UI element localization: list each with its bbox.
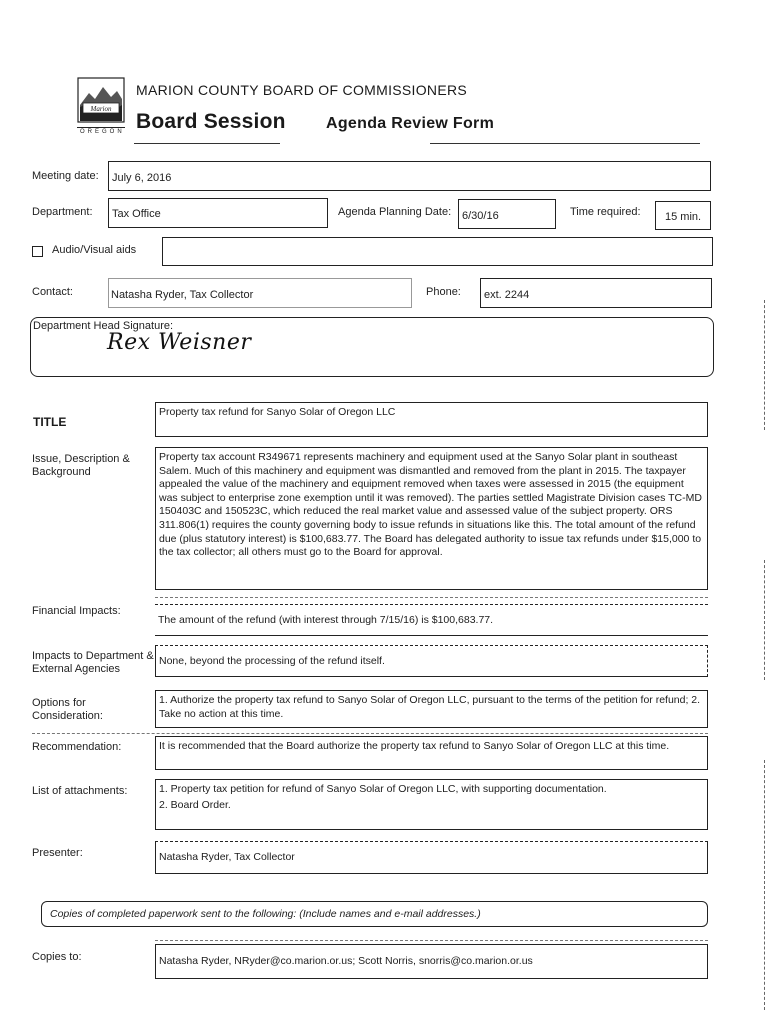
options-value: 1. Authorize the property tax refund to Sanyo Solar of Oregon LLC, pursuant to the terms of the petition for refund; 2. Take no action at this time. [159, 694, 701, 720]
signature-label: Department Head Signature: [33, 320, 174, 332]
meeting-date-label: Meeting date: [32, 170, 99, 182]
attachment-item-2: 2. Board Order. [159, 798, 231, 811]
issue-field[interactable] [155, 447, 708, 590]
contact-label: Contact: [32, 286, 73, 298]
agenda-review-title: Agenda Review Form [326, 115, 495, 132]
recommendation-label: Recommendation: [32, 741, 122, 753]
header-rule-left [134, 143, 280, 144]
copies-note-box [41, 901, 708, 927]
attachments-field[interactable] [155, 779, 708, 830]
issue-label: Issue, Description & Background [32, 453, 130, 478]
header-rule-right [430, 143, 700, 144]
options-label: Options for Consideration: [32, 697, 103, 722]
issue-value: Property tax account R349671 represents machinery and equipment used at the Sanyo Solar plant in southeast Salem. Much of this machinery and equipment was dismantled and removed from the plant in 2015. The taxpayer appealed the value of the machinery and equipment removed when taxes were assessed in 2015 (the equipment was subject to enterprise zone exemption until it was removed). The parties settled Magistrate Division cases TC-MD 150403C and 150523C, which reduced the real market value and assessed value of the subject property. ORS 311.806(1) requires the county governing body to issue refunds in situations like this. The total amount of the refund due (plus statutory interest) is $100,683.77. The Board has delegated authority to issue tax refunds under $15,000 to the tax collector; all others must go to the Board for approval. [159, 451, 702, 559]
presenter-field[interactable] [155, 841, 708, 874]
title-label: TITLE [33, 415, 67, 429]
impacts-field[interactable] [155, 645, 708, 677]
audio-visual-label: Audio/Visual aids [52, 244, 137, 256]
financial-field[interactable] [155, 604, 708, 636]
department-label: Department: [32, 206, 93, 218]
title-field[interactable] [155, 402, 708, 437]
impacts-label: Impacts to Department & External Agencies [32, 650, 154, 675]
audio-visual-field[interactable] [162, 237, 713, 266]
marion-county-logo [77, 77, 125, 137]
phone-label: Phone: [426, 286, 461, 298]
options-divider [32, 733, 708, 734]
title-value: Property tax refund for Sanyo Solar of Oregon LLC [159, 406, 396, 418]
attachment-item-1: 1. Property tax petition for refund of Sanyo Solar of Oregon LLC, with supporting documentation. [159, 783, 607, 795]
presenter-value: Natasha Ryder, Tax Collector [159, 851, 295, 863]
planning-date-value: 6/30/16 [462, 210, 499, 222]
planning-date-field[interactable] [458, 199, 556, 229]
meeting-date-value: July 6, 2016 [112, 172, 172, 184]
copies-to-field[interactable] [155, 944, 708, 979]
logo-oregon-text: OREGON [80, 129, 125, 135]
planning-date-label: Agenda Planning Date: [338, 206, 452, 218]
recommendation-field[interactable] [155, 736, 708, 770]
meeting-date-field[interactable] [108, 161, 711, 191]
department-value: Tax Office [112, 208, 161, 220]
time-required-label: Time required: [570, 206, 641, 218]
financial-value: The amount of the refund (with interest through 7/15/16) is $100,683.77. [158, 614, 494, 626]
impacts-value: None, beyond the processing of the refund itself. [159, 655, 385, 667]
financial-label: Financial Impacts: [32, 605, 121, 617]
contact-field[interactable] [108, 278, 412, 308]
audio-visual-checkbox[interactable] [32, 246, 43, 257]
copies-to-value: Natasha Ryder, NRyder@co.marion.or.us; Scott Norris, snorris@co.marion.or.us [159, 955, 533, 967]
contact-value: Natasha Ryder, Tax Collector [111, 289, 254, 301]
svg-text:Marion: Marion [90, 105, 112, 113]
attachments-label: List of attachments: [32, 785, 128, 797]
options-field[interactable] [155, 690, 708, 728]
scan-edge-mark [764, 560, 767, 680]
scan-edge-mark [764, 300, 767, 430]
time-required-field[interactable] [655, 201, 711, 230]
phone-value: ext. 2244 [484, 289, 530, 301]
copies-to-label: Copies to: [32, 951, 82, 963]
issue-divider [155, 597, 708, 598]
signature-handwriting: Rex Weisner [107, 330, 252, 355]
board-session-title: Board Session [136, 110, 286, 133]
phone-field[interactable] [480, 278, 712, 308]
scan-edge-mark [764, 760, 767, 1010]
copies-divider [155, 940, 708, 941]
recommendation-value: It is recommended that the Board authorize the property tax refund to Sanyo Solar of Oregon LLC at this time. [159, 740, 670, 752]
time-required-value: 15 min. [665, 211, 702, 223]
department-field[interactable] [108, 198, 328, 228]
county-heading: MARION COUNTY BOARD OF COMMISSIONERS [136, 82, 468, 98]
copies-note: Copies of completed paperwork sent to the following: (Include names and e-mail addresses.) [50, 908, 481, 920]
presenter-label: Presenter: [32, 847, 83, 859]
